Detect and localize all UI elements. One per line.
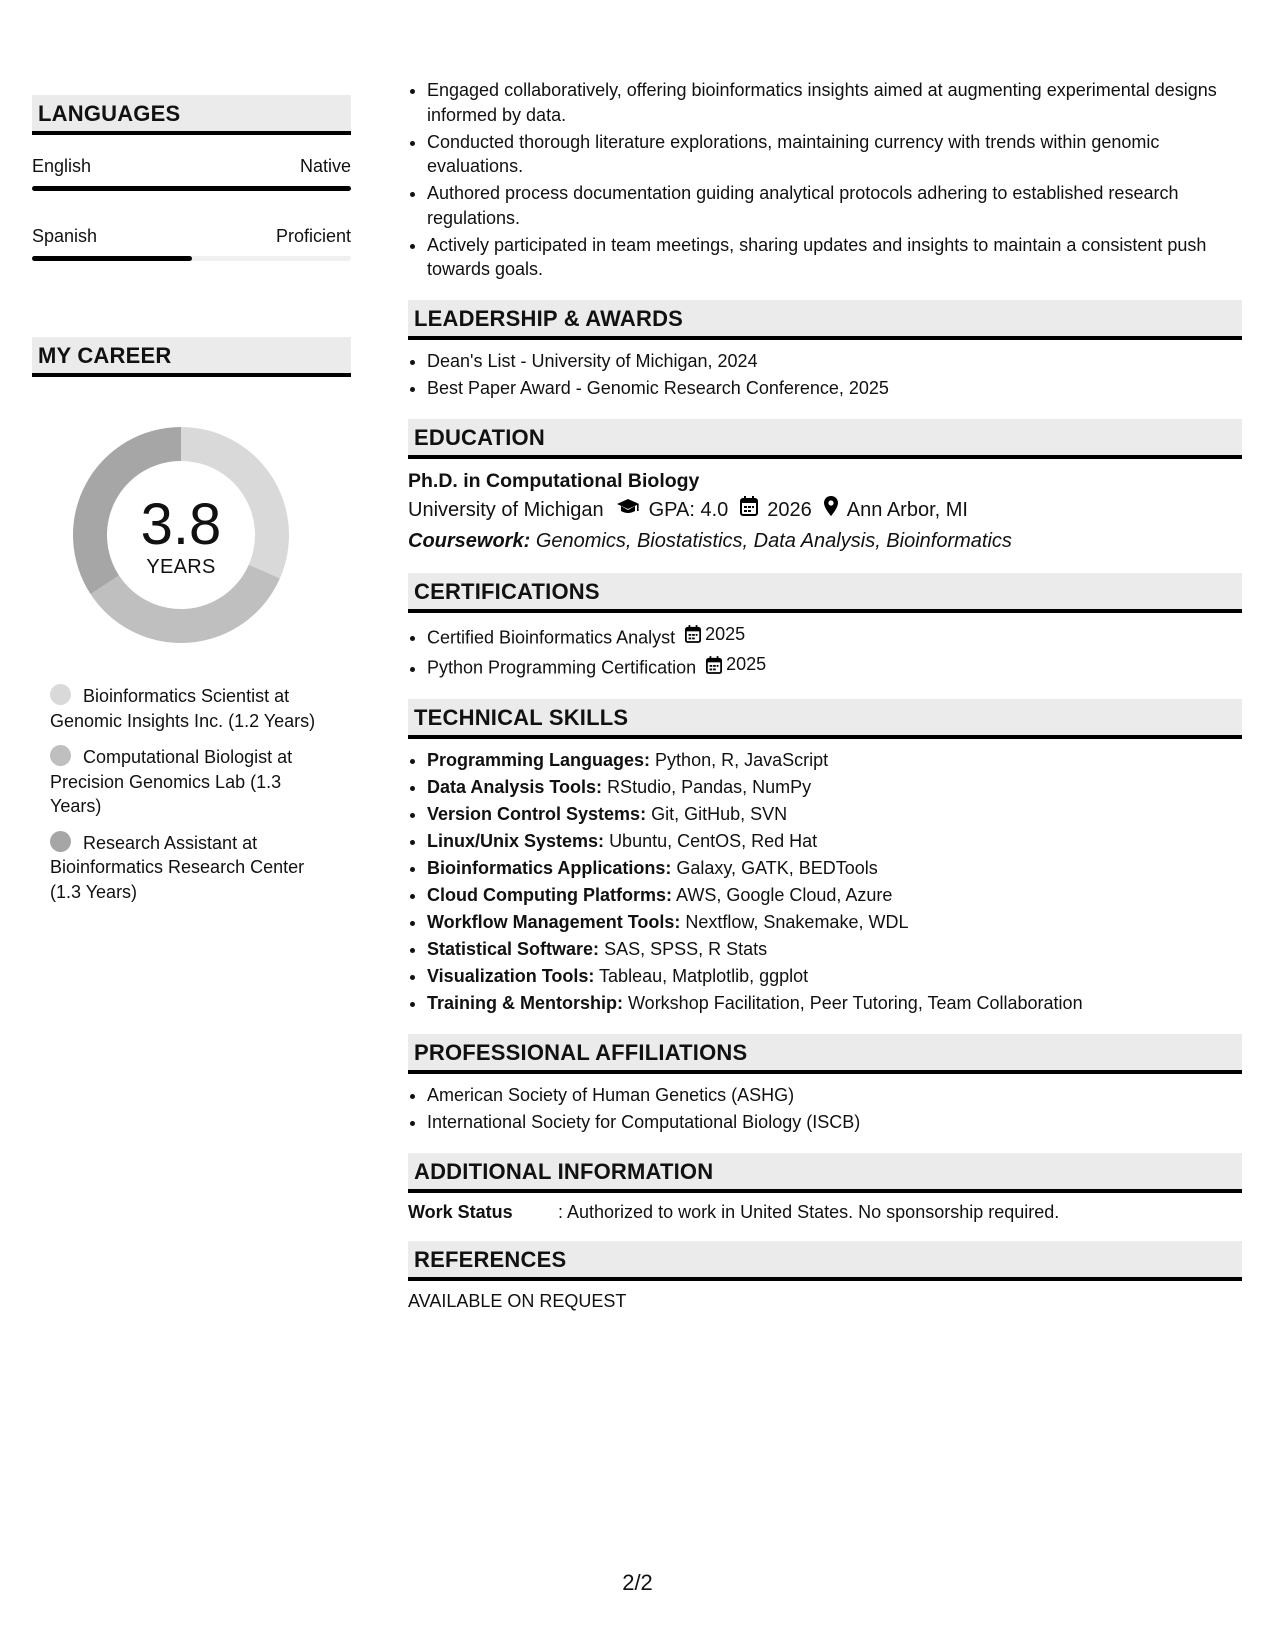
list-item: • Dean's List - University of Michigan, 2024 (427, 349, 1242, 374)
list-item (427, 652, 1242, 681)
calendar-icon (706, 656, 722, 674)
list-item: • Engaged collaboratively, offering bioinformatics insights aimed at augmenting experimental designs informed by data. (427, 78, 1242, 127)
skill-label: Statistical Software: (427, 938, 600, 959)
skill-value: Nextflow, Snakemake, WDL (685, 911, 909, 932)
legend-dot-icon (50, 831, 71, 852)
skill-value: AWS, Google Cloud, Azure (676, 884, 893, 905)
certifications-heading: CERTIFICATIONS (408, 573, 1242, 613)
list-item: • Best Paper Award - Genomic Research Conference, 2025 (427, 376, 1242, 401)
skill-value: SAS, SPSS, R Stats (604, 938, 768, 959)
certification-name: Python Programming Certification (427, 657, 697, 678)
skill-value: Python, R, JavaScript (655, 749, 829, 770)
list-item: • International Society for Computational Biology (ISCB) (427, 1110, 1242, 1135)
skill-label: Bioinformatics Applications: (427, 857, 672, 878)
main-content (408, 78, 1242, 1312)
language-level: Proficient (275, 226, 351, 246)
list-item (427, 937, 1242, 962)
skills-heading: TECHNICAL SKILLS (408, 699, 1242, 739)
skill-value: Git, GitHub, SVN (651, 803, 788, 824)
list-item: • Authored process documentation guiding analytical protocols adhering to established research regulations. (427, 181, 1242, 230)
career-donut-chart (66, 420, 296, 650)
career-item (50, 684, 330, 733)
leadership-section (408, 300, 1242, 401)
career-item-text: Computational Biologist at Precision Genomics Lab (1.3 Years) (50, 747, 293, 816)
graduation-cap-icon (616, 496, 640, 524)
references-text: AVAILABLE ON REQUEST (408, 1290, 627, 1311)
career-item-text: Bioinformatics Scientist at Genomic Insights Inc. (1.2 Years) (50, 686, 316, 731)
list-item (427, 622, 1242, 651)
language-bar (32, 186, 351, 191)
list-item (427, 802, 1242, 827)
education-section (408, 419, 1242, 555)
education-heading: EDUCATION (408, 419, 1242, 459)
career-item (50, 745, 330, 819)
skill-label: Data Analysis Tools: (427, 776, 603, 797)
school-location: Ann Arbor, MI (846, 498, 968, 521)
additional-heading: ADDITIONAL INFORMATION (408, 1153, 1242, 1193)
skill-label: Visualization Tools: (427, 965, 595, 986)
list-item (427, 829, 1242, 854)
list-item (427, 775, 1242, 800)
skill-label: Cloud Computing Platforms: (427, 884, 672, 905)
list-item (427, 910, 1242, 935)
calendar-icon (740, 496, 758, 524)
skill-label: Version Control Systems: (427, 803, 647, 824)
certification-year: 2025 (705, 623, 746, 644)
language-name: English (32, 156, 92, 176)
career-list (50, 684, 330, 904)
legend-dot-icon (50, 745, 71, 766)
graduation-year: 2026 (767, 498, 812, 521)
coursework-label: Coursework: (408, 529, 531, 552)
gpa: GPA: 4.0 (648, 498, 729, 521)
map-pin-icon (824, 496, 838, 524)
career-total-years: 3.8 (140, 492, 222, 557)
work-status-value: : Authorized to work in United States. No sponsorship required. (558, 1201, 1060, 1222)
sidebar (32, 95, 351, 916)
affiliations-heading: PROFESSIONAL AFFILIATIONS (408, 1034, 1242, 1074)
degree-title: Ph.D. in Computational Biology (408, 469, 700, 492)
experience-bullets (408, 78, 1242, 282)
language-bar-fill (32, 186, 351, 191)
list-item: • Actively participated in team meetings, sharing updates and insights to maintain a consistent push towards goals. (427, 233, 1242, 282)
skill-value: RStudio, Pandas, NumPy (607, 776, 812, 797)
language-bar (32, 256, 351, 261)
references-section (408, 1241, 1242, 1312)
language-name: Spanish (32, 226, 98, 246)
career-item-text: Research Assistant at Bioinformatics Research Center (1.3 Years) (50, 832, 305, 902)
languages-heading: LANGUAGES (32, 95, 351, 135)
additional-section (408, 1153, 1242, 1223)
list-item (427, 748, 1242, 773)
language-english (32, 155, 351, 191)
language-bar-fill (32, 256, 192, 261)
skill-value: Galaxy, GATK, BEDTools (676, 857, 878, 878)
education-meta (408, 496, 1242, 524)
skill-value: Workshop Facilitation, Peer Tutoring, Team Collaboration (628, 992, 1083, 1013)
skill-value: Tableau, Matplotlib, ggplot (599, 965, 809, 986)
skill-label: Linux/Unix Systems: (427, 830, 605, 851)
skill-value: Ubuntu, CentOS, Red Hat (609, 830, 818, 851)
certification-year: 2025 (726, 654, 767, 674)
skill-label: Workflow Management Tools: (427, 911, 681, 932)
affiliations-section (408, 1034, 1242, 1135)
skill-label: Training & Mentorship: (427, 992, 623, 1013)
list-item: • American Society of Human Genetics (ASHG) (427, 1083, 1242, 1108)
career-total-unit: YEARS (146, 556, 216, 578)
coursework-value: Genomics, Biostatistics, Data Analysis, Bioinformatics (535, 529, 1012, 552)
calendar-icon (685, 625, 701, 643)
legend-dot-icon (50, 684, 71, 705)
list-item (427, 856, 1242, 881)
language-level: Native (299, 156, 351, 176)
list-item (427, 991, 1242, 1016)
references-heading: REFERENCES (408, 1241, 1242, 1281)
career-heading: MY CAREER (32, 337, 351, 377)
list-item (427, 964, 1242, 989)
work-status-label: Work Status (408, 1201, 513, 1222)
skills-section (408, 699, 1242, 1016)
certification-name: Certified Bioinformatics Analyst (427, 627, 676, 647)
coursework (408, 527, 1242, 555)
page-number: 2/2 (622, 1570, 653, 1595)
language-spanish (32, 225, 351, 261)
career-item (50, 831, 330, 905)
list-item (427, 883, 1242, 908)
list-item: • Conducted thorough literature explorations, maintaining currency with trends within genomic evaluations. (427, 130, 1242, 179)
leadership-heading: LEADERSHIP & AWARDS (408, 300, 1242, 340)
school-name: University of Michigan (408, 498, 604, 521)
certifications-section (408, 573, 1242, 681)
skill-label: Programming Languages: (427, 749, 651, 770)
